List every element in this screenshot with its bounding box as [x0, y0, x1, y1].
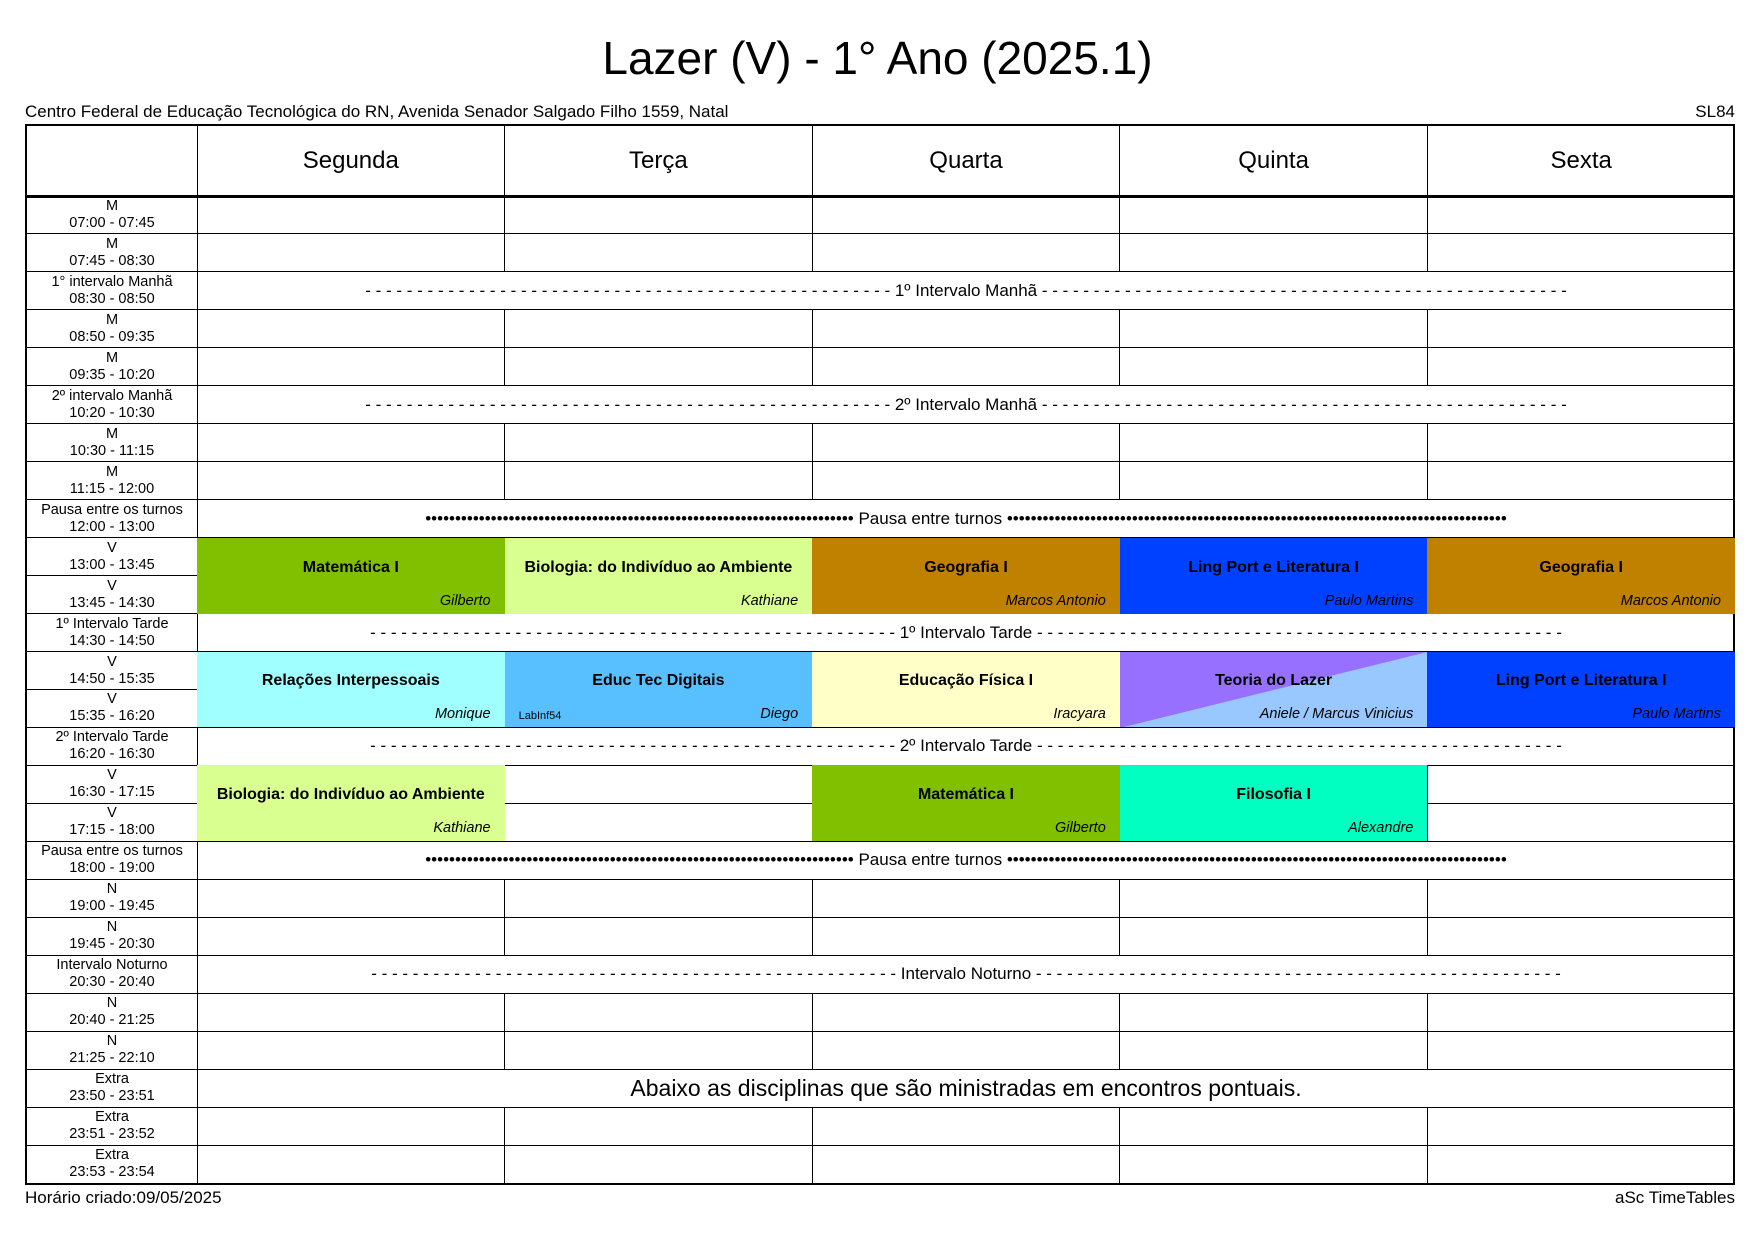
period-time: 23:51 - 23:52 — [69, 1126, 155, 1143]
period-name: Intervalo Noturno — [56, 957, 168, 974]
period-time: 07:00 - 07:45 — [69, 214, 155, 231]
period-label — [27, 500, 197, 538]
row-line — [1120, 917, 1428, 918]
day-header-4: Sexta — [1550, 147, 1612, 174]
period-label — [27, 993, 197, 1031]
lesson-card[interactable] — [1427, 652, 1735, 728]
period-time: 21:25 - 22:10 — [69, 1050, 155, 1067]
row-line — [1427, 461, 1735, 462]
software-brand: aSc TimeTables — [1615, 1188, 1735, 1207]
lesson-subject: Filosofia I — [1236, 786, 1311, 804]
period-time: 12:00 - 13:00 — [69, 518, 155, 535]
row-line — [505, 917, 813, 918]
day-header-1: Terça — [629, 147, 688, 174]
column-line — [812, 310, 813, 348]
period-label — [27, 576, 197, 614]
period-label — [27, 1069, 197, 1107]
lesson-teacher: Kathiane — [740, 592, 799, 609]
row-line — [812, 461, 1120, 462]
lesson-card[interactable] — [197, 652, 505, 728]
column-line — [504, 1107, 505, 1145]
period-label — [27, 538, 197, 576]
column-line — [812, 424, 813, 462]
row-line — [812, 233, 1120, 234]
period-name: M — [105, 425, 119, 442]
period-name: M — [105, 463, 119, 480]
period-label — [27, 614, 197, 652]
column-line — [1119, 424, 1120, 462]
period-time: 17:15 - 18:00 — [69, 822, 155, 839]
period-label — [27, 841, 197, 879]
column-line — [1119, 196, 1120, 234]
lesson-card[interactable] — [812, 538, 1120, 614]
period-time: 15:35 - 16:20 — [69, 708, 155, 725]
lesson-subject: Educ Tec Digitais — [592, 672, 725, 690]
column-line — [504, 348, 505, 386]
column-line — [1427, 1107, 1428, 1145]
created-date: Horário criado:09/05/2025 — [25, 1188, 222, 1207]
column-line — [1427, 462, 1428, 500]
lesson-card[interactable] — [812, 765, 1120, 841]
period-time: 20:40 - 21:25 — [69, 1012, 155, 1029]
period-name: N — [106, 1033, 118, 1050]
row-line — [812, 1031, 1120, 1032]
period-time: 08:30 - 08:50 — [69, 290, 155, 307]
column-line — [1427, 196, 1428, 234]
period-name: M — [105, 197, 119, 214]
period-time: 11:15 - 12:00 — [69, 480, 155, 497]
period-label — [27, 879, 197, 917]
class-code: SL84 — [1695, 102, 1735, 121]
period-name: 2º intervalo Manhã — [51, 387, 173, 404]
row-line — [812, 917, 1120, 918]
column-line — [1427, 234, 1428, 272]
period-time: 13:45 - 14:30 — [69, 594, 155, 611]
row-line — [812, 347, 1120, 348]
column-line — [504, 234, 505, 272]
column-line — [504, 1145, 505, 1183]
column-line — [1427, 917, 1428, 955]
period-time: 16:30 - 17:15 — [69, 784, 155, 801]
column-line — [812, 917, 813, 955]
lesson-subject: Matemática I — [917, 786, 1014, 804]
row-line — [197, 233, 505, 234]
lesson-subject: Ling Port e Literatura I — [1495, 672, 1667, 690]
lesson-teacher: Paulo Martins — [1324, 592, 1414, 609]
row-line — [505, 233, 813, 234]
column-line — [1119, 234, 1120, 272]
row-line — [197, 1145, 505, 1146]
period-name: V — [107, 691, 117, 708]
period-name: Extra — [95, 1109, 129, 1126]
lesson-card[interactable] — [1120, 765, 1428, 841]
column-line — [812, 993, 813, 1031]
period-label — [27, 310, 197, 348]
lesson-subject: Geografia I — [924, 558, 1008, 576]
column-line — [1427, 1031, 1428, 1069]
period-label — [27, 727, 197, 765]
column-line — [1427, 424, 1428, 462]
period-label — [27, 424, 197, 462]
period-name: V — [107, 767, 117, 784]
timetable-grid — [25, 124, 1735, 1185]
column-line — [1427, 993, 1428, 1031]
column-line — [1119, 879, 1120, 917]
lesson-subject: Educação Física I — [898, 672, 1034, 690]
period-name: V — [107, 805, 117, 822]
lesson-subject: Matemática I — [302, 558, 399, 576]
column-line — [504, 993, 505, 1031]
period-name: 1° intervalo Manhã — [51, 273, 173, 290]
lesson-subject: Ling Port e Literatura I — [1188, 558, 1359, 576]
column-line — [812, 196, 813, 234]
page-title: Lazer (V) - 1° Ano (2025.1) — [602, 32, 1153, 84]
period-name: V — [107, 653, 117, 670]
column-line — [1427, 310, 1428, 348]
row-line — [197, 347, 505, 348]
lesson-card[interactable] — [812, 652, 1120, 728]
lesson-subject: Teoria do Lazer — [1215, 672, 1333, 690]
row-line — [1427, 1145, 1735, 1146]
period-name: M — [105, 311, 119, 328]
column-line — [504, 462, 505, 500]
period-time: 20:30 - 20:40 — [69, 974, 155, 991]
period-label — [27, 765, 197, 803]
row-line — [197, 1031, 505, 1032]
row-line — [505, 803, 813, 804]
period-time: 09:35 - 10:20 — [69, 366, 155, 383]
separator-row: Abaixo as disciplinas que são ministradas em encontros pontuais. — [630, 1074, 1302, 1101]
column-line — [812, 1145, 813, 1183]
lesson-teacher: Alexandre — [1348, 820, 1414, 837]
row-line — [1427, 1031, 1735, 1032]
lesson-card[interactable] — [505, 538, 813, 614]
lesson-teacher: Diego — [760, 706, 799, 723]
column-line — [504, 917, 505, 955]
column-line — [1119, 917, 1120, 955]
row-line — [1427, 917, 1735, 918]
period-label — [27, 1107, 197, 1145]
lesson-teacher: Paulo Martins — [1632, 706, 1721, 723]
period-name: N — [106, 919, 118, 936]
row-line — [1120, 461, 1428, 462]
row-line — [505, 347, 813, 348]
period-time: 08:50 - 09:35 — [69, 328, 155, 345]
row-line — [1120, 1145, 1428, 1146]
separator-row: - - - - - - - - - - - - - - - - - - - - - - - - - - - - - - - - - - - - - - - - - - - - - - - - - - - 1º Intervalo Tarde - - - - - - - - - - - - - - - - - - - - - - - - - - - - - - - - - - - - - - - - - - - - - - - - - - - — [370, 622, 1562, 642]
column-line — [1119, 462, 1120, 500]
period-label — [27, 652, 197, 690]
period-name: 2º Intervalo Tarde — [55, 729, 169, 746]
separator-row: •••••••••••••••••••••••••••••••••••••••••••••••••••••••••••••••••••••••• Pausa entre turnos •••••••••••••••••••••••••••••••••••••••••••••••••••••••••••••••••••••••••••••••••••• — [425, 508, 1507, 528]
period-time: 13:00 - 13:45 — [69, 556, 155, 573]
period-name: Pausa entre os turnos — [41, 843, 183, 860]
row-line — [1120, 1031, 1428, 1032]
lesson-card[interactable] — [1427, 538, 1735, 614]
period-label — [27, 1031, 197, 1069]
column-line — [504, 310, 505, 348]
period-name: Extra — [95, 1071, 129, 1088]
column-line — [1119, 993, 1120, 1031]
period-label — [27, 917, 197, 955]
period-label — [27, 234, 197, 272]
day-header-2: Quarta — [929, 147, 1003, 174]
lesson-subject: Geografia I — [1539, 558, 1623, 576]
period-time: 19:00 - 19:45 — [69, 898, 155, 915]
row-line — [1427, 347, 1735, 348]
separator-row: - - - - - - - - - - - - - - - - - - - - - - - - - - - - - - - - - - - - - - - - - - - - - - - - - - - Intervalo Noturno - - - - - - - - - - - - - - - - - - - - - - - - - - - - - - - - - - - - - - - - - - - - - - - - - - - — [371, 964, 1561, 984]
period-label — [27, 348, 197, 386]
lesson-subject: Biologia: do Indivíduo ao Ambiente — [216, 786, 485, 804]
period-label — [27, 386, 197, 424]
row-line — [505, 461, 813, 462]
separator-row: •••••••••••••••••••••••••••••••••••••••••••••••••••••••••••••••••••••••• Pausa entre turnos •••••••••••••••••••••••••••••••••••••••••••••••••••••••••••••••••••••••••••••••••••• — [425, 850, 1507, 870]
separator-row: - - - - - - - - - - - - - - - - - - - - - - - - - - - - - - - - - - - - - - - - - - - - - - - - - - - 2º Intervalo Manhã - - - - - - - - - - - - - - - - - - - - - - - - - - - - - - - - - - - - - - - - - - - - - - - - - - - — [365, 394, 1567, 414]
column-line — [1119, 1107, 1120, 1145]
period-name: V — [107, 577, 117, 594]
lesson-card[interactable] — [1120, 652, 1428, 728]
period-label — [27, 803, 197, 841]
period-time: 10:30 - 11:15 — [69, 442, 155, 459]
column-line — [1427, 879, 1428, 917]
day-header-3: Quinta — [1238, 147, 1309, 174]
period-time: 23:50 - 23:51 — [69, 1088, 155, 1105]
column-line — [504, 196, 505, 234]
period-label — [27, 272, 197, 310]
period-time: 14:30 - 14:50 — [69, 632, 155, 649]
row-line — [505, 1145, 813, 1146]
column-line — [812, 879, 813, 917]
row-line — [812, 1145, 1120, 1146]
row-line — [1120, 233, 1428, 234]
period-time: 18:00 - 19:00 — [69, 860, 155, 877]
period-time: 07:45 - 08:30 — [69, 252, 155, 269]
lesson-teacher: Kathiane — [433, 820, 491, 837]
lesson-teacher: Monique — [434, 706, 491, 723]
period-time: 14:50 - 15:35 — [69, 670, 155, 687]
column-line — [1119, 348, 1120, 386]
row-line — [197, 917, 505, 918]
column-line — [1427, 1145, 1428, 1183]
lesson-teacher: Aniele / Marcus Vinicius — [1259, 706, 1414, 723]
period-label — [27, 196, 197, 234]
period-label — [27, 690, 197, 728]
column-line — [812, 1107, 813, 1145]
lesson-card[interactable] — [505, 652, 813, 728]
period-time: 19:45 - 20:30 — [69, 936, 155, 953]
period-label — [27, 955, 197, 993]
row-line — [197, 461, 505, 462]
lesson-card[interactable] — [197, 765, 505, 841]
separator-row: - - - - - - - - - - - - - - - - - - - - - - - - - - - - - - - - - - - - - - - - - - - - - - - - - - - 2º Intervalo Tarde - - - - - - - - - - - - - - - - - - - - - - - - - - - - - - - - - - - - - - - - - - - - - - - - - - - — [370, 736, 1562, 756]
column-line — [1119, 1031, 1120, 1069]
period-name: M — [105, 349, 119, 366]
lesson-teacher: Gilberto — [439, 592, 491, 609]
period-name: N — [106, 995, 118, 1012]
row-line — [1120, 347, 1428, 348]
column-line — [812, 234, 813, 272]
period-name: Pausa entre os turnos — [41, 501, 183, 518]
period-name: 1º Intervalo Tarde — [55, 615, 169, 632]
column-line — [1119, 1145, 1120, 1183]
period-time: 10:20 - 10:30 — [69, 404, 155, 421]
separator-row: - - - - - - - - - - - - - - - - - - - - - - - - - - - - - - - - - - - - - - - - - - - - - - - - - - - 1º Intervalo Manhã - - - - - - - - - - - - - - - - - - - - - - - - - - - - - - - - - - - - - - - - - - - - - - - - - - - — [365, 280, 1567, 300]
lesson-subject: Relações Interpessoais — [261, 672, 440, 690]
row-line — [1427, 233, 1735, 234]
period-name: N — [106, 881, 118, 898]
period-name: M — [105, 235, 119, 252]
period-time: 16:20 - 16:30 — [69, 746, 155, 763]
row-line — [1427, 803, 1735, 804]
lesson-card[interactable] — [1120, 538, 1428, 614]
column-line — [1119, 310, 1120, 348]
lesson-teacher: Marcos Antonio — [1620, 592, 1721, 609]
column-line — [504, 424, 505, 462]
period-name: Extra — [95, 1147, 129, 1163]
column-line — [1427, 348, 1428, 386]
lesson-teacher: Gilberto — [1055, 820, 1106, 837]
column-line — [812, 348, 813, 386]
lesson-card[interactable] — [197, 538, 505, 614]
row-line — [505, 1031, 813, 1032]
column-line — [812, 462, 813, 500]
lesson-teacher: Marcos Antonio — [1005, 592, 1106, 609]
period-label — [27, 1145, 197, 1183]
day-header-0: Segunda — [302, 147, 399, 174]
school-address: Centro Federal de Educação Tecnológica do RN, Avenida Senador Salgado Filho 1559, Natal — [25, 102, 729, 121]
period-label — [27, 462, 197, 500]
lesson-subject: Biologia: do Indivíduo ao Ambiente — [524, 558, 793, 576]
period-time: 23:53 - 23:54 — [69, 1164, 155, 1180]
column-line — [504, 1031, 505, 1069]
period-name: V — [107, 539, 117, 556]
column-line — [812, 1031, 813, 1069]
column-line — [504, 879, 505, 917]
lesson-room: LabInf54 — [518, 710, 562, 723]
lesson-teacher: Iracyara — [1053, 706, 1106, 723]
